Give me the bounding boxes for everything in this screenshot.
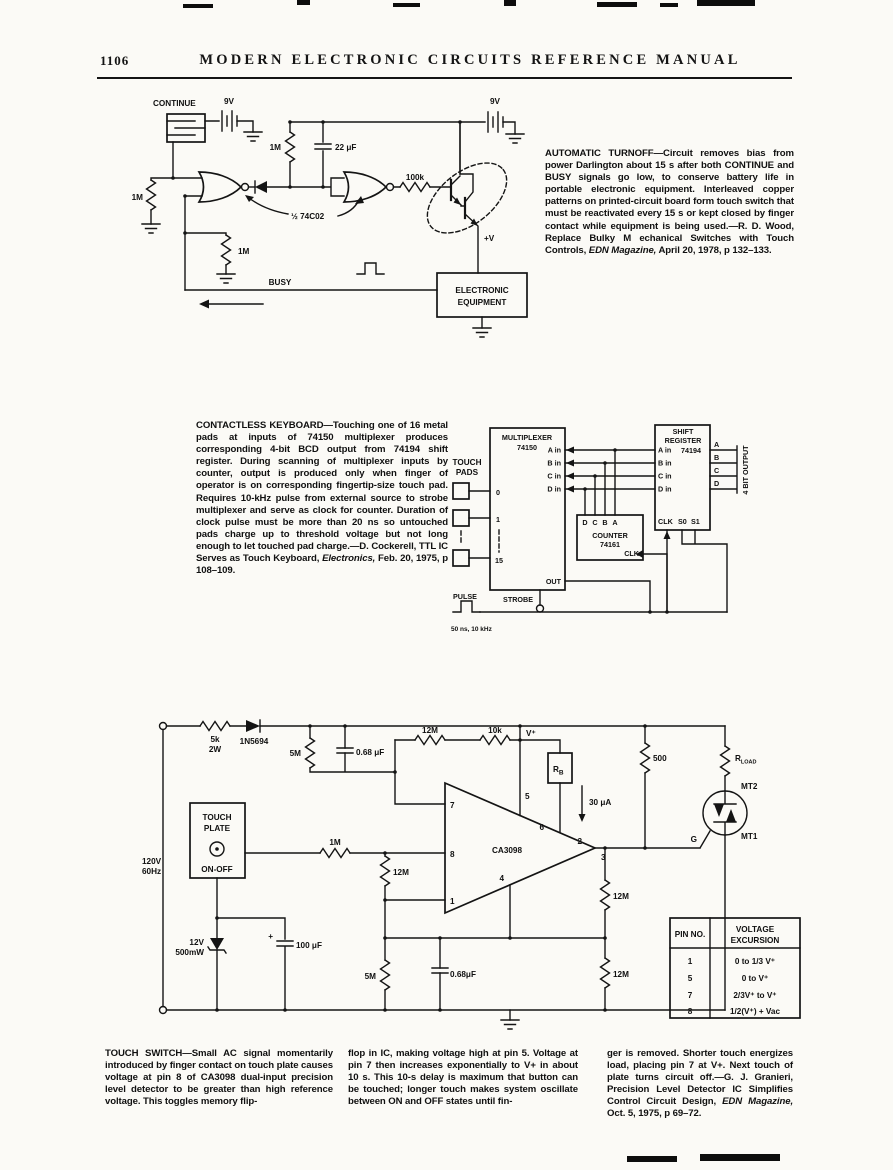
- scan-artifact: [183, 4, 213, 8]
- caption-body: flop in IC, making voltage high at pin 5. Voltage at pin 7 then increases exponentially to V+ in about 10 s. This 10-s delay is maximum that button can be touched; longer touch makes system oscillate between ON and OFF states until fin-: [348, 1048, 578, 1108]
- table-cell-excursion: 1/2(V⁺) + Vac: [729, 1007, 781, 1016]
- counter-title: 74161: [600, 540, 620, 549]
- pulse-spec-label: 50 ns, 10 kHz: [451, 626, 492, 633]
- pulse-waveform-icon: [453, 601, 480, 612]
- ground-icon: [473, 328, 491, 337]
- sr-output-label: A: [714, 440, 720, 449]
- resistor-symbol: [641, 743, 650, 773]
- gate-label: G: [690, 835, 697, 844]
- resistor-label: 5M: [289, 749, 301, 758]
- resistor-symbol: [721, 746, 730, 776]
- header-rule: [97, 77, 792, 79]
- scan-artifact: [504, 0, 516, 6]
- resistor-label: 5k: [210, 735, 220, 744]
- sr-output-label: C: [714, 466, 720, 475]
- mux-input-label: 0: [496, 488, 500, 497]
- circuit3-diagram: [140, 698, 815, 1043]
- mux-select-label: A in: [547, 445, 561, 455]
- table-cell-excursion: 0 to 1/3 V⁺: [734, 957, 776, 966]
- resistor-symbol: [601, 880, 610, 910]
- resistor-label: 12M: [393, 868, 409, 877]
- scan-artifact: [660, 3, 678, 7]
- counter-bit-label: D: [582, 518, 588, 527]
- resistor-label: 12M: [422, 726, 438, 735]
- capacitor-symbol: [432, 968, 448, 973]
- table-cell-excursion: 0 to V⁺: [741, 974, 769, 983]
- diode-symbol: [255, 181, 267, 193]
- mux-title: MULTIPLEXER: [501, 433, 553, 442]
- counter-clk-label: CLK: [624, 549, 639, 558]
- zener-label: 500mW: [175, 948, 204, 957]
- table-header-voltage: EXCURSION: [730, 936, 780, 945]
- sr-s1-label: S1: [691, 517, 700, 526]
- pin-label: 2: [577, 837, 582, 846]
- vplus-label: V⁺: [526, 729, 536, 738]
- resistor-label: 12M: [613, 970, 629, 979]
- pin-label: 5: [525, 792, 530, 801]
- gate-id-label: ½ 74C02: [291, 212, 325, 221]
- touch-pad-symbol: [453, 483, 469, 499]
- scan-artifact: [393, 3, 420, 7]
- touch-pad-symbol: [453, 510, 469, 526]
- scan-artifact: [597, 2, 637, 7]
- resistor-label: 5M: [364, 972, 376, 981]
- page-title: MODERN ELECTRONIC CIRCUITS REFERENCE MANUAL: [199, 52, 741, 68]
- polarity-label: +: [268, 932, 273, 941]
- mux-select-label: D in: [547, 484, 561, 494]
- resistor-symbol: [222, 235, 231, 265]
- pin-label: 4: [499, 874, 504, 883]
- sr-clk-label: CLK: [658, 517, 673, 526]
- caption-contactless-keyboard: [196, 420, 448, 577]
- direction-arrow: [199, 300, 209, 309]
- resistor-symbol: [147, 180, 156, 210]
- mains-label: 120V: [142, 857, 162, 866]
- pin-label: 7: [450, 801, 455, 810]
- resistor-symbol: [200, 722, 230, 731]
- scan-artifact: [297, 0, 310, 5]
- caption-tail: Oct. 5, 1975, p 69–72.: [607, 1108, 702, 1120]
- mt2-label: MT2: [741, 782, 758, 791]
- shift-register-title: 74194: [681, 446, 701, 455]
- onoff-label: ON-OFF: [201, 865, 233, 874]
- caption-body: CONTACTLESS KEYBOARD—Touching one of 16 metal pads at inputs of 74150 multiplexer produces corresponding 4-bit BCD output from 74194 shift register. During scanning of multiplexer inputs by counter, output is produced only when finger of operator is on corresponding fingertip-size touch pad. Requires 10-kHz pulse from external source to strobe multiplexer and serve as clock for counter. Duration of clock pulse must be more than 20 ns so untouched pads charge up to threshold voltage but not long enough to let touched pad charge.—D. Cockerell, TTL IC Serves as Touch Keyboard,: [196, 420, 448, 565]
- battery-symbol: [222, 111, 237, 131]
- mt1-label: MT1: [741, 832, 758, 841]
- equipment-label: EQUIPMENT: [457, 298, 507, 307]
- resistor-symbol: [320, 849, 350, 858]
- ic-label: CA3098: [492, 846, 523, 855]
- circuit2-diagram: [445, 412, 795, 647]
- pin-label: 1: [450, 897, 455, 906]
- capacitor-symbol: [337, 748, 353, 753]
- resistor-symbol: [601, 958, 610, 988]
- scan-artifact: [697, 0, 755, 6]
- resistor-label: 500: [653, 754, 667, 763]
- sr-input-label: A in: [658, 445, 672, 455]
- caption-touch-switch-col2: [348, 1048, 578, 1108]
- busy-label: BUSY: [268, 278, 292, 287]
- triac-symbol: [703, 791, 747, 835]
- resistor-symbol: [381, 960, 390, 990]
- pulse-waveform-icon: [357, 263, 384, 274]
- table-header-voltage: VOLTAGE: [735, 925, 775, 934]
- equipment-box: [437, 273, 527, 317]
- resistor-label: 12M: [613, 892, 629, 901]
- resistor-symbol: [381, 856, 390, 886]
- caption-body: AUTOMATIC TURNOFF—Circuit removes bias from power Darlington about 15 s after both CONTINUE and BUSY signals go low, to conserve battery life in portable electronic equipment. Interleaved copper patterns on printed-circuit board form touch switch that must be reactivated every 15 s or kept closed by finger contact while equipment is being used.—R. D. Wood, Replace Bulky M echanical Switches with Touch Controls,: [545, 148, 794, 256]
- resistor-symbol: [415, 736, 445, 745]
- shift-register-title: REGISTER: [664, 436, 702, 445]
- resistor-label: 1M: [329, 838, 341, 847]
- mux-input-label: 1: [496, 515, 500, 524]
- nor-gate-2: [344, 172, 386, 202]
- gate-bubble: [242, 184, 249, 191]
- scan-artifact: [627, 1156, 677, 1162]
- sr-input-label: D in: [658, 484, 672, 494]
- caption-citation: EDN Magazine,: [588, 244, 657, 256]
- caption-citation: EDN Magazine,: [722, 1096, 794, 1108]
- sr-s0-label: S0: [678, 517, 687, 526]
- circuit3-wires: [160, 720, 748, 1029]
- ground-icon: [244, 132, 262, 141]
- ground-icon: [506, 134, 524, 143]
- current-label: 30 μA: [589, 798, 612, 807]
- diode-symbol: [246, 720, 260, 732]
- table-cell-excursion: 2/3V⁺ to V⁺: [733, 991, 777, 1000]
- touch-pad-symbol: [453, 550, 469, 566]
- caption-body: ger is removed. Shorter touch energizes load, placing pin 7 at V+. Next touch of plate turns circuit off.—G. J. Granieri, Precision Level Detector IC Simplifies Control Circuit Design,: [607, 1048, 793, 1108]
- caption-tail: Feb. 20, 1975, p 108–109.: [196, 553, 449, 577]
- resistor-symbol: [286, 132, 295, 162]
- resistor-label: 10k: [488, 726, 502, 735]
- touch-pads-label: PADS: [455, 468, 479, 477]
- rload-label: [735, 754, 757, 766]
- table-cell-pin: 1: [687, 957, 693, 966]
- caption-touch-switch-col3: [607, 1048, 793, 1121]
- resistor-symbol: [400, 183, 430, 192]
- capacitor-label: 0.68μF: [450, 970, 476, 979]
- touch-plate-label: TOUCH: [202, 813, 232, 822]
- rload-main: R: [735, 754, 741, 763]
- resistor-label: 1M: [131, 193, 143, 202]
- counter-bit-label: A: [612, 518, 618, 527]
- strobe-label: STROBE: [503, 595, 533, 604]
- ground-icon: [501, 1020, 519, 1029]
- resistor-label: 2W: [208, 745, 222, 754]
- counter-bit-label: C: [592, 518, 598, 527]
- darlington-outline: [415, 149, 520, 247]
- resistor-label: 1M: [269, 143, 281, 152]
- sr-input-label: B in: [658, 458, 672, 468]
- capacitor-symbol: [315, 144, 331, 149]
- current-arrow: [579, 814, 586, 822]
- rb-sub: B: [558, 769, 564, 777]
- sr-output-label: D: [714, 479, 720, 488]
- strobe-node: [537, 605, 544, 612]
- zener-label: 12V: [189, 938, 204, 947]
- sr-input-label: C in: [658, 471, 672, 481]
- nor-gate-1: [199, 172, 241, 202]
- caption-body: TOUCH SWITCH—Small AC signal momentarily introduced by finger contact on touch plate causes voltage at pin 8 of CA3098 dual-input precision level detector to be greater than high reference voltage. This toggles memory flip-: [105, 1048, 333, 1108]
- pin-label: 8: [450, 850, 455, 859]
- caption-touch-switch-col1: [105, 1048, 333, 1108]
- circuit1-diagram: [95, 88, 550, 346]
- caption-tail: April 20, 1978, p 132–133.: [656, 244, 772, 256]
- mux-title: 74150: [517, 443, 537, 452]
- mux-select-label: B in: [547, 458, 561, 468]
- pin-label: 3: [601, 853, 606, 862]
- zener-diode-symbol: [208, 878, 226, 1010]
- capacitor-label: 100 μF: [296, 941, 322, 950]
- table-cell-pin: 5: [687, 974, 693, 983]
- circuit3-table: [670, 918, 800, 1018]
- page-number: 1106: [100, 53, 130, 68]
- sr-output-label: B: [714, 453, 720, 462]
- capacitor-label: 0.68 μF: [356, 748, 385, 757]
- ac-terminal: [160, 1007, 167, 1014]
- clock-arrow: [664, 531, 671, 539]
- table-header-pin: PIN NO.: [674, 930, 706, 939]
- resistor-symbol: [306, 738, 315, 768]
- pulse-label: PULSE: [453, 592, 477, 601]
- touch-pads-label: TOUCH: [452, 458, 482, 467]
- counter-title: COUNTER: [592, 531, 628, 540]
- mux-select-label: C in: [547, 471, 561, 481]
- four-bit-output-label: 4 BIT OUTPUT: [741, 445, 750, 495]
- ground-icon: [142, 224, 160, 233]
- rb-main: R: [553, 765, 559, 774]
- battery-label: 9V: [489, 97, 501, 106]
- rb-label: [553, 765, 564, 777]
- table-cell-pin: 8: [687, 1007, 693, 1016]
- circuit3-labels: [142, 726, 758, 981]
- battery-label: 9V: [223, 97, 235, 106]
- ground-icon: [217, 274, 235, 283]
- pin-label: 6: [539, 823, 544, 832]
- caption-citation: Electronics,: [322, 553, 376, 565]
- scan-artifact: [700, 1154, 780, 1161]
- battery-symbol: [488, 112, 503, 132]
- mains-label: 60Hz: [142, 867, 162, 876]
- capacitor-label: 22 μF: [335, 143, 357, 152]
- resistor-symbol: [480, 736, 510, 745]
- touch-plate-label: PLATE: [203, 824, 231, 833]
- electrolytic-cap: [217, 918, 293, 1010]
- rload-sub: LOAD: [740, 759, 757, 766]
- darlington-transistors: [451, 122, 478, 273]
- counter-bit-label: B: [602, 518, 608, 527]
- gate-bubble: [387, 184, 394, 191]
- equipment-label: ELECTRONIC: [455, 286, 509, 295]
- resistor-label: 1M: [238, 247, 250, 256]
- continue-label: CONTINUE: [153, 99, 196, 108]
- shift-register-title: SHIFT: [672, 427, 694, 436]
- mux-out-label: OUT: [545, 577, 561, 586]
- rb-box: [548, 753, 572, 783]
- caption-automatic-turnoff: [545, 148, 794, 257]
- ac-terminal: [160, 723, 167, 730]
- table-cell-pin: 7: [687, 991, 693, 1000]
- mux-input-label: 15: [495, 556, 503, 565]
- vplus-label: +V: [484, 234, 495, 243]
- diode-label: 1N5694: [239, 737, 269, 746]
- resistor-label: 100k: [405, 173, 425, 182]
